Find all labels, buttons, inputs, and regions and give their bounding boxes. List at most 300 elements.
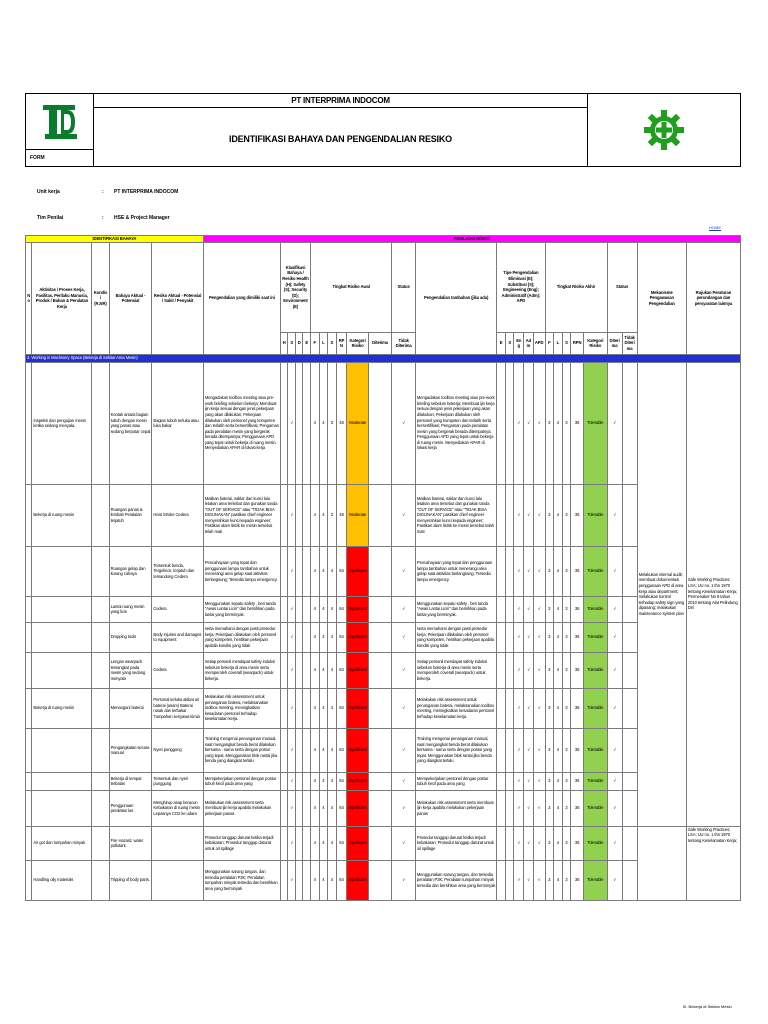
row-additional-control: Melakukan risk assessment serta membuat ijin kerja apabila melakukan pekerjaan panas bbox=[415, 790, 496, 826]
row-ctrl-s bbox=[505, 546, 514, 596]
row-ctrl-e bbox=[497, 728, 506, 772]
row-l: 4 bbox=[319, 362, 328, 484]
row-class-h bbox=[280, 790, 288, 826]
row-f2: 3 bbox=[545, 484, 554, 546]
row-accepted-2: √ bbox=[607, 826, 622, 860]
row-ctrl-e bbox=[497, 622, 506, 652]
row-class-h bbox=[280, 652, 288, 688]
row-existing-control: Training mengenai penanganan manual, saat mengangkat benda berat dilakukan bersama - sama serta dengan postur yang tepat. Menggunakan blok rantai jika benda yang diangkat terlalu bbox=[203, 728, 280, 772]
row-additional-control: Menggunakan sarung tangan, dan tersedia peralatan P3K; Peralatan tumpahan minyak tersedia dan bersihkan area yang berminyak bbox=[415, 860, 496, 900]
row-ctrl-s bbox=[505, 860, 514, 900]
row-ctrl-apd: √ bbox=[533, 652, 545, 688]
row-class-s: √ bbox=[288, 860, 296, 900]
row-class-s: √ bbox=[288, 362, 296, 484]
row-not-accepted: √ bbox=[392, 688, 416, 728]
row-f: 4 bbox=[310, 622, 319, 652]
row-ctrl-eng: √ bbox=[514, 362, 524, 484]
row-class-s: √ bbox=[288, 688, 296, 728]
row-s2: 3 bbox=[562, 860, 571, 900]
row-class-e bbox=[303, 652, 311, 688]
row-f: 4 bbox=[310, 728, 319, 772]
row-risk-category: Significant bbox=[347, 790, 368, 826]
row-not-accepted-2 bbox=[622, 362, 637, 484]
row-risk-category-2: Tolerable bbox=[584, 362, 608, 484]
row-not-accepted-2 bbox=[622, 546, 637, 596]
row-ctrl-adm: √ bbox=[524, 546, 534, 596]
row-class-d bbox=[295, 484, 303, 546]
row-s2: 3 bbox=[562, 596, 571, 622]
row-s: 4 bbox=[328, 790, 337, 826]
row-additional-control: Training mengenai penanganan manual, saat mengangkat benda berat dilakukan bersama - sama serta dengan postur yang tepat. Menggunakan blok rantai jika benda yang diangkat terlalu bbox=[415, 728, 496, 772]
row-f2: 3 bbox=[545, 826, 554, 860]
sub-not-accepted: Tidak Diterima bbox=[392, 332, 416, 354]
row-ctrl-adm: √ bbox=[524, 728, 534, 772]
row-ctrl-apd: √ bbox=[533, 688, 545, 728]
col-activity: Aktivitas / Proses Kerja, Fasilitas, Perilaku Manusia, Produk / Bahan & Peralatan Kerja bbox=[32, 242, 92, 354]
row-risk-category-2: Tolerable bbox=[584, 688, 608, 728]
row-risk-category: Moderate bbox=[347, 362, 368, 484]
row-ctrl-s bbox=[505, 772, 514, 790]
row-ctrl-s bbox=[505, 688, 514, 728]
row-risk-category: Significant bbox=[347, 546, 368, 596]
row-ctrl-adm: √ bbox=[524, 860, 534, 900]
row-l2: 4 bbox=[554, 622, 563, 652]
hazard-risk-table bbox=[25, 235, 741, 901]
form-header bbox=[25, 93, 741, 167]
row-ctrl-adm: √ bbox=[524, 652, 534, 688]
row-class-e bbox=[303, 826, 311, 860]
col-monitoring: Mekanisme Pengawasan Pengendalian bbox=[637, 242, 686, 354]
row-accepted-2: √ bbox=[607, 484, 622, 546]
row-l2: 4 bbox=[554, 860, 563, 900]
row-risk-category: Moderate bbox=[347, 484, 368, 546]
row-l: 4 bbox=[319, 790, 328, 826]
row-activity bbox=[32, 772, 92, 790]
sub-category: Kategori Risiko bbox=[347, 332, 368, 354]
row-risk-category: Significant bbox=[347, 622, 368, 652]
row-ctrl-s bbox=[505, 484, 514, 546]
sub-ctrl-adm: Adm bbox=[524, 332, 534, 354]
row-rpn: 64 bbox=[336, 652, 347, 688]
row-activity bbox=[32, 790, 92, 826]
col-hazard: Bahaya Aktual - Potensial bbox=[109, 242, 152, 354]
row-ctrl-apd: √ bbox=[533, 772, 545, 790]
row-s2: 3 bbox=[562, 484, 571, 546]
row-class-h bbox=[280, 860, 288, 900]
row-ctrl-apd: √ bbox=[533, 728, 545, 772]
row-additional-control: serta memahami dengan pasti prosedur kerja; Pekerjaan dilakukan oleh personel yang kompeten, hentikan pekerjaan apabila kondisi yang tidak bbox=[415, 622, 496, 652]
section-assessment: PENILAIAN RISIKO bbox=[203, 236, 740, 243]
row-ctrl-e bbox=[497, 484, 506, 546]
row-rpn: 48 bbox=[336, 484, 347, 546]
row-ctrl-eng: √ bbox=[514, 688, 524, 728]
table-row bbox=[26, 362, 741, 484]
row-class-h bbox=[280, 728, 288, 772]
row-rpn: 64 bbox=[336, 860, 347, 900]
row-s: 4 bbox=[328, 596, 337, 622]
row-class-s: √ bbox=[288, 772, 296, 790]
row-activity bbox=[32, 622, 92, 652]
row-class-s: √ bbox=[288, 622, 296, 652]
sub-l: L bbox=[319, 332, 328, 354]
row-class-e bbox=[303, 362, 311, 484]
row-l2: 4 bbox=[554, 652, 563, 688]
row-rpn2: 36 bbox=[571, 728, 584, 772]
table-row bbox=[26, 484, 741, 546]
row-s: 4 bbox=[328, 772, 337, 790]
row-ctrl-eng: √ bbox=[514, 790, 524, 826]
row-hazard: Tripping of body parts. bbox=[109, 860, 152, 900]
row-existing-control: Melakukan risk assessment serta membuat ijin kerja apabila melakukan pekerjaan panas bbox=[203, 790, 280, 826]
sub-d: D bbox=[295, 332, 303, 354]
sub-s2: S bbox=[562, 332, 571, 354]
row-f: 4 bbox=[310, 772, 319, 790]
row-rpn: 48 bbox=[336, 362, 347, 484]
row-ctrl-e bbox=[497, 826, 506, 860]
company-logo-icon bbox=[41, 103, 79, 141]
row-additional-control: Mempekerjakan personel dengan postur tubuh kecil pada area yang bbox=[415, 772, 496, 790]
row-class-h bbox=[280, 596, 288, 622]
row-risk: Nyeri punggung bbox=[152, 728, 203, 772]
row-rpn2: 36 bbox=[571, 772, 584, 790]
row-accepted bbox=[368, 362, 392, 484]
row-s: 4 bbox=[328, 622, 337, 652]
row-f2: 3 bbox=[545, 652, 554, 688]
row-not-accepted: √ bbox=[392, 546, 416, 596]
row-accepted-2: √ bbox=[607, 362, 622, 484]
row-accepted bbox=[368, 790, 392, 826]
row-hazard: Lengan wearpack tersangkut pada mesin yang sedang menyala bbox=[109, 652, 152, 688]
row-class-s: √ bbox=[288, 790, 296, 826]
row-activity bbox=[32, 728, 92, 772]
row-additional-control: Setiap personil mendapat safety induksi sebelum bekerja di area mesin serta memperoleh coverall (wearpack) untuk bekerja. bbox=[415, 652, 496, 688]
row-ctrl-e bbox=[497, 860, 506, 900]
row-class-e bbox=[303, 728, 311, 772]
row-not-accepted-2 bbox=[622, 622, 637, 652]
sub-s: S bbox=[288, 332, 296, 354]
row-l: 4 bbox=[319, 728, 328, 772]
row-rpn2: 36 bbox=[571, 362, 584, 484]
row-class-d bbox=[295, 362, 303, 484]
row-s2: 3 bbox=[562, 652, 571, 688]
k3-logo bbox=[588, 94, 741, 167]
row-s: 4 bbox=[328, 546, 337, 596]
sub-ctrl-apd: APD bbox=[533, 332, 545, 354]
row-l: 4 bbox=[319, 826, 328, 860]
activity-section-title: 3. Working in Machinery Space (Bekerja di Sekitar Area Mesin) bbox=[26, 354, 741, 362]
row-l2: 4 bbox=[554, 362, 563, 484]
row-not-accepted-2 bbox=[622, 652, 637, 688]
row-accepted-2: √ bbox=[607, 622, 622, 652]
row-accepted bbox=[368, 728, 392, 772]
row-activity: Bekerja di ruang mesin bbox=[32, 484, 92, 546]
row-ctrl-apd: √ bbox=[533, 860, 545, 900]
row-ctrl-s bbox=[505, 362, 514, 484]
row-class-e bbox=[303, 790, 311, 826]
row-condition bbox=[92, 596, 109, 622]
section-identification: IDENTIFIKASI BAHAYA bbox=[26, 236, 204, 243]
row-risk-category-2: Tolerable bbox=[584, 772, 608, 790]
row-ctrl-apd: √ bbox=[533, 790, 545, 826]
row-rpn2: 36 bbox=[571, 860, 584, 900]
row-ctrl-adm: √ bbox=[524, 484, 534, 546]
row-risk-category-2: Tolerable bbox=[584, 596, 608, 622]
row-additional-control: Pencahayaan yang tepat dan penggunaan lampu tambahan untuk menerangi area gelap saat aktivitas berlangsung; Tersedia lampu emergency. bbox=[415, 546, 496, 596]
row-f2: 3 bbox=[545, 622, 554, 652]
col-status: Status bbox=[392, 242, 416, 332]
team-colon: : bbox=[102, 215, 104, 221]
row-ctrl-e bbox=[497, 652, 506, 688]
row-accepted bbox=[368, 688, 392, 728]
row-regulation: Safe Working Practices; LSA; UU no. 1 thn 1970 tentang Keselamatan Kerja; Permenaker No 8 tahun 2010 tentang Alat Pelindung Diri bbox=[686, 362, 740, 826]
row-class-h bbox=[280, 546, 288, 596]
row-l2: 4 bbox=[554, 728, 563, 772]
sub-not-accepted-2: Tidak Diterima bbox=[622, 332, 637, 354]
row-accepted bbox=[368, 652, 392, 688]
row-risk: Tersentuk dan nyeri punggung bbox=[152, 772, 203, 790]
row-hazard: Menangani baterai bbox=[109, 688, 152, 728]
row-s2: 3 bbox=[562, 826, 571, 860]
row-class-h bbox=[280, 362, 288, 484]
row-additional-control: Prosedur tanggap darurat ketika terjadi kebakaran; Prosedur tanggap darurat untuk oil spillage bbox=[415, 826, 496, 860]
row-risk-category-2: Tolerable bbox=[584, 622, 608, 652]
row-risk-category: Significant bbox=[347, 772, 368, 790]
sub-rpn: RPN bbox=[336, 332, 347, 354]
col-initial-level: Tingkat Risiko Awal bbox=[310, 242, 391, 332]
row-class-d bbox=[295, 790, 303, 826]
row-risk-category: Significant bbox=[347, 596, 368, 622]
row-ctrl-s bbox=[505, 826, 514, 860]
row-accepted bbox=[368, 860, 392, 900]
row-class-h bbox=[280, 826, 288, 860]
sub-sv: S bbox=[328, 332, 337, 354]
footer-note: III. Bekerja di Sekitar Mesin bbox=[683, 1004, 732, 1009]
row-not-accepted: √ bbox=[392, 860, 416, 900]
row-existing-control: Menggunakan sepatu safety , beri tanda "Awas Lantai Licin" dan bersihkan pada lantai yang berminyak. bbox=[203, 596, 280, 622]
unit-value: PT INTERPRIMA INDOCOM bbox=[114, 189, 179, 195]
row-existing-control: Menggunakan sarung tangan, dan tersedia peralatan P3K; Peralatan tumpahan minyak tersedia dan bersihkan area yang berminyak bbox=[203, 860, 280, 900]
row-risk-category: Significant bbox=[347, 652, 368, 688]
sub-e: E bbox=[303, 332, 311, 354]
row-rpn: 64 bbox=[336, 826, 347, 860]
row-activity: Air got dan tumpahan minyak bbox=[32, 826, 92, 860]
row-s: 3 bbox=[328, 362, 337, 484]
row-ctrl-e bbox=[497, 790, 506, 826]
row-condition bbox=[92, 652, 109, 688]
row-not-accepted: √ bbox=[392, 596, 416, 622]
row-f: 4 bbox=[310, 860, 319, 900]
row-rpn2: 36 bbox=[571, 622, 584, 652]
row-class-e bbox=[303, 860, 311, 900]
row-accepted-2: √ bbox=[607, 688, 622, 728]
row-not-accepted-2 bbox=[622, 790, 637, 826]
row-monitoring: Melakukan internal audit; membuat dokumentasi penggunaan APD di area kerja atau department; melakukan kontrol terhadap safety sign yang dipasang; melakukan maintenance system plan bbox=[637, 362, 686, 826]
row-l: 4 bbox=[319, 546, 328, 596]
row-rpn: 64 bbox=[336, 546, 347, 596]
row-s: 3 bbox=[328, 484, 337, 546]
row-activity: Bekerja di ruang mesin bbox=[32, 688, 92, 728]
row-risk-category-2: Tolerable bbox=[584, 860, 608, 900]
row-rpn2: 36 bbox=[571, 826, 584, 860]
row-f2: 3 bbox=[545, 860, 554, 900]
team-label: Tim Penilai bbox=[37, 215, 64, 221]
row-ctrl-adm: √ bbox=[524, 622, 534, 652]
row-rpn: 64 bbox=[336, 596, 347, 622]
row-accepted-2: √ bbox=[607, 652, 622, 688]
row-l2: 4 bbox=[554, 790, 563, 826]
row-regulation: Safe Working Practices; LSA; UU no. 1 thn 1970 tentang Keselamatan Kerja; bbox=[686, 826, 740, 900]
row-risk-category: Significant bbox=[347, 728, 368, 772]
table-row bbox=[26, 790, 741, 826]
row-s: 4 bbox=[328, 728, 337, 772]
row-risk-category-2: Tolerable bbox=[584, 652, 608, 688]
row-existing-control: Mengadakan toolbox meeting atau pre-work briefing sebelum bekerja; Membuat ijin kerja sesuai dengan jenis pekerjaan yang akan dilakukan; Pekerjaan dilakukan oleh personel yang kompeten dan terlatih serta bersertifikasi; Pengaman pada peralatan mesin yang bergerak berada ditempatnya; Penggunaan APD yang tepat untuk bekerja di ruang mesin. Menyediakan APAR di lokasi kerja bbox=[203, 362, 280, 484]
row-risk: Body injuries and damages to equipment bbox=[152, 622, 203, 652]
table-row bbox=[26, 688, 741, 728]
col-regulation: Rujukan Peraturan perundangan dan persyaratan lainnya bbox=[686, 242, 740, 354]
row-ctrl-apd: √ bbox=[533, 484, 545, 546]
row-hazard: Ruangan panas & lembab Peralatan terjatuh bbox=[109, 484, 152, 546]
sub-ctrl-e: E bbox=[497, 332, 506, 354]
row-risk: Personal terluka akibat air baterai (asam) Baterai rusak dan terbakar Tumpahan senyawa kimia bbox=[152, 688, 203, 728]
row-accepted-2: √ bbox=[607, 596, 622, 622]
row-not-accepted-2 bbox=[622, 596, 637, 622]
row-class-e bbox=[303, 622, 311, 652]
row-condition bbox=[92, 688, 109, 728]
row-accepted bbox=[368, 826, 392, 860]
row-hazard: Lantai ruang mesin yang licin bbox=[109, 596, 152, 622]
row-f2: 3 bbox=[545, 596, 554, 622]
row-additional-control: Matikan baterai, saklar dan kunci lalu letakan area tersebut dan gunakan tanda "OUT OF SERVICE" atau "TIDAK BISA DIGUNAKAN" pastikan chief engineer menyerahkan kunci kepada engineer; Pastikan alam listrik ke mesin tersebut telah mati bbox=[415, 484, 496, 546]
row-not-accepted: √ bbox=[392, 622, 416, 652]
row-class-d bbox=[295, 546, 303, 596]
col-classification: Klasifikasi Bahaya / Resiko Health (H); Safety (S); Security (D); Environment (E) bbox=[280, 242, 310, 332]
row-not-accepted: √ bbox=[392, 772, 416, 790]
row-condition bbox=[92, 484, 109, 546]
row-accepted bbox=[368, 484, 392, 546]
row-f: 4 bbox=[310, 688, 319, 728]
row-not-accepted-2 bbox=[622, 860, 637, 900]
row-risk-category: Significant bbox=[347, 826, 368, 860]
row-s2: 3 bbox=[562, 622, 571, 652]
row-rpn2: 36 bbox=[571, 688, 584, 728]
sub-category-2: Kategori Risiko bbox=[584, 332, 608, 354]
row-f: 4 bbox=[310, 546, 319, 596]
row-not-accepted-2 bbox=[622, 484, 637, 546]
row-accepted-2: √ bbox=[607, 772, 622, 790]
row-ctrl-s bbox=[505, 728, 514, 772]
row-not-accepted-2 bbox=[622, 728, 637, 772]
row-existing-control: Melakukan risk assessment untuk penanganan baterai, melaksanakan toolbox meeting, meningkatkan kesadaran personel terhadap keselamatan kerja. bbox=[203, 688, 280, 728]
row-additional-control: Menggunakan sepatu safety , beri tanda "Awas Lantai Licin" dan bersihkan pada lantai yang berminyak. bbox=[415, 596, 496, 622]
row-s: 4 bbox=[328, 652, 337, 688]
row-class-d bbox=[295, 622, 303, 652]
row-risk-category-2: Tolerable bbox=[584, 826, 608, 860]
row-hazard: Pengangkatan secara manual bbox=[109, 728, 152, 772]
table-row bbox=[26, 546, 741, 596]
row-rpn: 64 bbox=[336, 728, 347, 772]
row-ctrl-eng: √ bbox=[514, 728, 524, 772]
row-class-h bbox=[280, 772, 288, 790]
row-f: 4 bbox=[310, 596, 319, 622]
row-ctrl-adm: √ bbox=[524, 688, 534, 728]
unit-label: Unit kerja bbox=[37, 189, 60, 195]
row-rpn2: 36 bbox=[571, 652, 584, 688]
row-additional-control: Mengadakan toolbox meeting atau pre-work briefing sebelum bekerja; Membuat ijin kerja sesuai dengan jenis pekerjaan yang akan dilakukan; Pekerjaan dilakukan oleh personel yang kompeten dan terlatih serta bersertifikasi; Pengaman pada peralatan mesin yang bergerak berada ditempatnya; Penggunaan APD yang tepat untuk bekerja di ruang mesin. Menyediakan APAR di lokasi kerja bbox=[415, 362, 496, 484]
row-f: 4 bbox=[310, 652, 319, 688]
row-class-e bbox=[303, 546, 311, 596]
row-risk bbox=[152, 860, 203, 900]
row-ctrl-apd: √ bbox=[533, 826, 545, 860]
row-class-s: √ bbox=[288, 546, 296, 596]
home-link[interactable]: HOME bbox=[709, 225, 721, 230]
row-condition bbox=[92, 622, 109, 652]
col-risk: Resiko Aktual - Potensial / Sakit / Penyakit bbox=[152, 242, 203, 354]
row-class-s: √ bbox=[288, 484, 296, 546]
row-class-d bbox=[295, 860, 303, 900]
row-condition bbox=[92, 362, 109, 484]
activity-section-row bbox=[26, 354, 741, 362]
row-rpn: 64 bbox=[336, 688, 347, 728]
row-ctrl-e bbox=[497, 596, 506, 622]
row-ctrl-apd: √ bbox=[533, 622, 545, 652]
row-activity bbox=[32, 652, 92, 688]
row-f: 4 bbox=[310, 790, 319, 826]
row-class-s: √ bbox=[288, 728, 296, 772]
row-not-accepted: √ bbox=[392, 790, 416, 826]
table-row bbox=[26, 826, 741, 860]
row-risk: Menghirup asap beracun Kebakaran di ruang mesin Lepasnya CO2 ke udara bbox=[152, 790, 203, 826]
team-value: HSE & Project Manager bbox=[114, 215, 170, 221]
row-existing-control: Matikan baterai, saklar dan kunci lalu letakan area tersebut dan gunakan tanda "OUT OF SERVICE" atau "TIDAK BISA DIGUNAKAN" pastikan chief engineer menyerahkan kunci kepada engineer; Pastikan alam listrik ke mesin tersebut telah mati bbox=[203, 484, 280, 546]
row-ctrl-e bbox=[497, 772, 506, 790]
row-condition bbox=[92, 790, 109, 826]
company-logo bbox=[26, 94, 94, 150]
row-f2: 3 bbox=[545, 728, 554, 772]
row-class-e bbox=[303, 772, 311, 790]
row-activity bbox=[32, 546, 92, 596]
row-ctrl-eng: √ bbox=[514, 546, 524, 596]
row-activity: Inspeksi dan pengujian mesin ketika sedang menyala. bbox=[32, 362, 92, 484]
row-l: 4 bbox=[319, 772, 328, 790]
row-ctrl-e bbox=[497, 688, 506, 728]
row-f: 4 bbox=[310, 826, 319, 860]
row-s: 4 bbox=[328, 688, 337, 728]
row-l2: 4 bbox=[554, 484, 563, 546]
row-ctrl-adm: √ bbox=[524, 596, 534, 622]
row-f2: 3 bbox=[545, 772, 554, 790]
row-class-s: √ bbox=[288, 652, 296, 688]
row-ctrl-adm: √ bbox=[524, 362, 534, 484]
table-row bbox=[26, 596, 741, 622]
row-f2: 3 bbox=[545, 362, 554, 484]
row-ctrl-apd: √ bbox=[533, 362, 545, 484]
sub-f: F bbox=[310, 332, 319, 354]
row-class-d bbox=[295, 728, 303, 772]
form-label: FORM bbox=[26, 150, 94, 167]
row-hazard: Ruangan gelap dan kurang cahaya bbox=[109, 546, 152, 596]
row-risk: Tersentuk benda, Tergelincir, terjatuh dan tersandung Cedera bbox=[152, 546, 203, 596]
row-condition bbox=[92, 826, 109, 860]
row-class-s: √ bbox=[288, 596, 296, 622]
sub-rpn2: RPN bbox=[571, 332, 584, 354]
row-risk-category-2: Tolerable bbox=[584, 728, 608, 772]
row-activity bbox=[32, 596, 92, 622]
row-hazard: Kontak antara bagian tubuh dengan mesin yang panas atau sedang berputar cepat bbox=[109, 362, 152, 484]
row-risk-category-2: Tolerable bbox=[584, 546, 608, 596]
row-class-e bbox=[303, 484, 311, 546]
row-l2: 4 bbox=[554, 596, 563, 622]
